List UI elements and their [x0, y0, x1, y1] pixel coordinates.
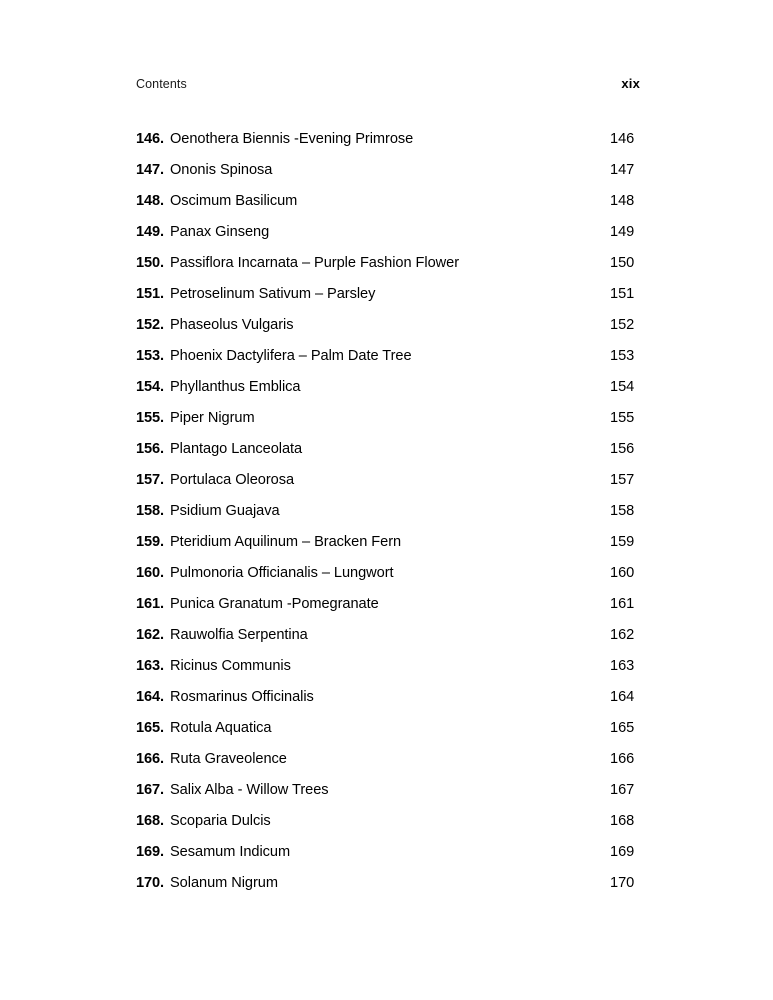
toc-entry-page-number: 151 [610, 286, 635, 302]
dot-leader [304, 377, 605, 391]
dot-leader [417, 129, 605, 143]
toc-entry[interactable] [136, 837, 640, 868]
dot-leader [284, 501, 605, 515]
toc-entry-number: 166. [136, 751, 165, 767]
toc-entry-title: Phyllanthus Emblica [170, 379, 301, 395]
toc-entry-number: 156. [136, 441, 165, 457]
toc-entry-page-number: 152 [610, 317, 635, 333]
toc-entry-title: Sesamum Indicum [170, 844, 291, 860]
toc-entry-number: 169. [136, 844, 165, 860]
toc-entry[interactable] [136, 372, 640, 403]
toc-entry[interactable] [136, 620, 640, 651]
toc-entry-number: 153. [136, 348, 165, 364]
toc-entry-page-number: 169 [610, 844, 635, 860]
toc-entry-page-number: 165 [610, 720, 635, 736]
toc-entry-title: Solanum Nigrum [170, 875, 278, 891]
toc-entry-title: Pulmonoria Officianalis – Lungwort [170, 565, 394, 581]
running-head-label: Contents [136, 77, 187, 91]
toc-entry-number: 159. [136, 534, 165, 550]
dot-leader [306, 439, 605, 453]
toc-entry-page-number: 163 [610, 658, 635, 674]
toc-entry-page-number: 158 [610, 503, 635, 519]
toc-entry[interactable] [136, 558, 640, 589]
toc-entry[interactable] [136, 868, 640, 899]
toc-entry-title: Passiflora Incarnata – Purple Fashion Flower [170, 255, 460, 271]
toc-entry[interactable] [136, 403, 640, 434]
dot-leader [294, 842, 605, 856]
dot-leader [301, 191, 605, 205]
toc-entry[interactable] [136, 651, 640, 682]
toc-entry-title: Ricinus Communis [170, 658, 291, 674]
toc-entry-number: 155. [136, 410, 165, 426]
toc-entry-title: Scoparia Dulcis [170, 813, 271, 829]
dot-leader [398, 563, 605, 577]
toc-entry[interactable] [136, 248, 640, 279]
toc-entry-number: 162. [136, 627, 165, 643]
toc-entry[interactable] [136, 155, 640, 186]
toc-entry[interactable] [136, 217, 640, 248]
toc-entry-title: Rauwolfia Serpentina [170, 627, 308, 643]
toc-entry-page-number: 156 [610, 441, 635, 457]
toc-entry-number: 163. [136, 658, 165, 674]
toc-entry-page-number: 161 [610, 596, 635, 612]
toc-entry[interactable] [136, 775, 640, 806]
toc-entry-title: Rosmarinus Officinalis [170, 689, 314, 705]
dot-leader [276, 160, 605, 174]
toc-entry-page-number: 155 [610, 410, 635, 426]
dot-leader [383, 594, 605, 608]
toc-entry-number: 167. [136, 782, 165, 798]
toc-entry-number: 149. [136, 224, 165, 240]
toc-entry[interactable] [136, 806, 640, 837]
toc-entry-number: 157. [136, 472, 165, 488]
toc-entry[interactable] [136, 310, 640, 341]
toc-entry-number: 154. [136, 379, 165, 395]
dot-leader [379, 284, 605, 298]
toc-entry-title: Ruta Graveolence [170, 751, 287, 767]
toc-entry-page-number: 146 [610, 131, 635, 147]
toc-entry-page-number: 159 [610, 534, 635, 550]
toc-entry-title: Phaseolus Vulgaris [170, 317, 294, 333]
toc-entry-title: Portulaca Oleorosa [170, 472, 295, 488]
dot-leader [259, 408, 605, 422]
toc-entry-title: Ononis Spinosa [170, 162, 273, 178]
toc-entry-number: 170. [136, 875, 165, 891]
page-content-area [136, 76, 640, 899]
toc-list [136, 124, 640, 899]
toc-entry-page-number: 153 [610, 348, 635, 364]
toc-entry-number: 164. [136, 689, 165, 705]
dot-leader [318, 687, 605, 701]
toc-entry-title: Pteridium Aquilinum – Bracken Fern [170, 534, 402, 550]
toc-entry-page-number: 148 [610, 193, 635, 209]
toc-entry-page-number: 149 [610, 224, 635, 240]
toc-entry[interactable] [136, 496, 640, 527]
page-folio: xix [621, 76, 640, 91]
dot-leader [416, 346, 605, 360]
toc-entry[interactable] [136, 744, 640, 775]
toc-entry-page-number: 157 [610, 472, 635, 488]
dot-leader [275, 718, 605, 732]
toc-entry-number: 147. [136, 162, 165, 178]
toc-entry[interactable] [136, 713, 640, 744]
dot-leader [273, 222, 605, 236]
toc-entry-title: Panax Ginseng [170, 224, 270, 240]
toc-entry-title: Oscimum Basilicum [170, 193, 298, 209]
toc-entry-number: 160. [136, 565, 165, 581]
dot-leader [298, 470, 605, 484]
toc-entry-number: 161. [136, 596, 165, 612]
toc-entry-page-number: 167 [610, 782, 635, 798]
dot-leader [291, 749, 605, 763]
dot-leader [312, 625, 605, 639]
toc-entry[interactable] [136, 527, 640, 558]
toc-entry-page-number: 166 [610, 751, 635, 767]
toc-entry-title: Piper Nigrum [170, 410, 255, 426]
toc-entry-page-number: 154 [610, 379, 635, 395]
toc-entry[interactable] [136, 434, 640, 465]
toc-entry-page-number: 160 [610, 565, 635, 581]
toc-entry[interactable] [136, 465, 640, 496]
toc-entry[interactable] [136, 682, 640, 713]
toc-entry-title: Psidium Guajava [170, 503, 280, 519]
dot-leader [333, 780, 605, 794]
toc-entry[interactable] [136, 279, 640, 310]
toc-entry-title: Punica Granatum -Pomegranate [170, 596, 379, 612]
toc-entry-page-number: 147 [610, 162, 635, 178]
toc-entry-number: 151. [136, 286, 165, 302]
toc-entry-number: 168. [136, 813, 165, 829]
toc-entry-title: Rotula Aquatica [170, 720, 272, 736]
toc-entry-number: 165. [136, 720, 165, 736]
toc-entry-number: 148. [136, 193, 165, 209]
toc-entry-title: Salix Alba - Willow Trees [170, 782, 329, 798]
toc-entry-title: Plantago Lanceolata [170, 441, 303, 457]
toc-entry-title: Phoenix Dactylifera – Palm Date Tree [170, 348, 412, 364]
dot-leader [298, 315, 606, 329]
toc-entry[interactable] [136, 341, 640, 372]
toc-entry[interactable] [136, 186, 640, 217]
toc-entry-number: 158. [136, 503, 165, 519]
toc-entry-number: 150. [136, 255, 165, 271]
dot-leader [275, 811, 605, 825]
dot-leader [405, 532, 605, 546]
toc-entry-number: 152. [136, 317, 165, 333]
toc-entry-title: Oenothera Biennis -Evening Primrose [170, 131, 414, 147]
toc-entry-page-number: 150 [610, 255, 635, 271]
toc-entry-page-number: 170 [610, 875, 635, 891]
toc-entry-title: Petroselinum Sativum – Parsley [170, 286, 376, 302]
toc-entry-number: 146. [136, 131, 165, 147]
running-head [136, 76, 640, 94]
toc-entry[interactable] [136, 124, 640, 155]
dot-leader [295, 656, 605, 670]
toc-entry-page-number: 168 [610, 813, 635, 829]
toc-entry-page-number: 162 [610, 627, 635, 643]
toc-entry-page-number: 164 [610, 689, 635, 705]
toc-entry[interactable] [136, 589, 640, 620]
dot-leader [463, 253, 605, 267]
dot-leader [282, 873, 605, 887]
